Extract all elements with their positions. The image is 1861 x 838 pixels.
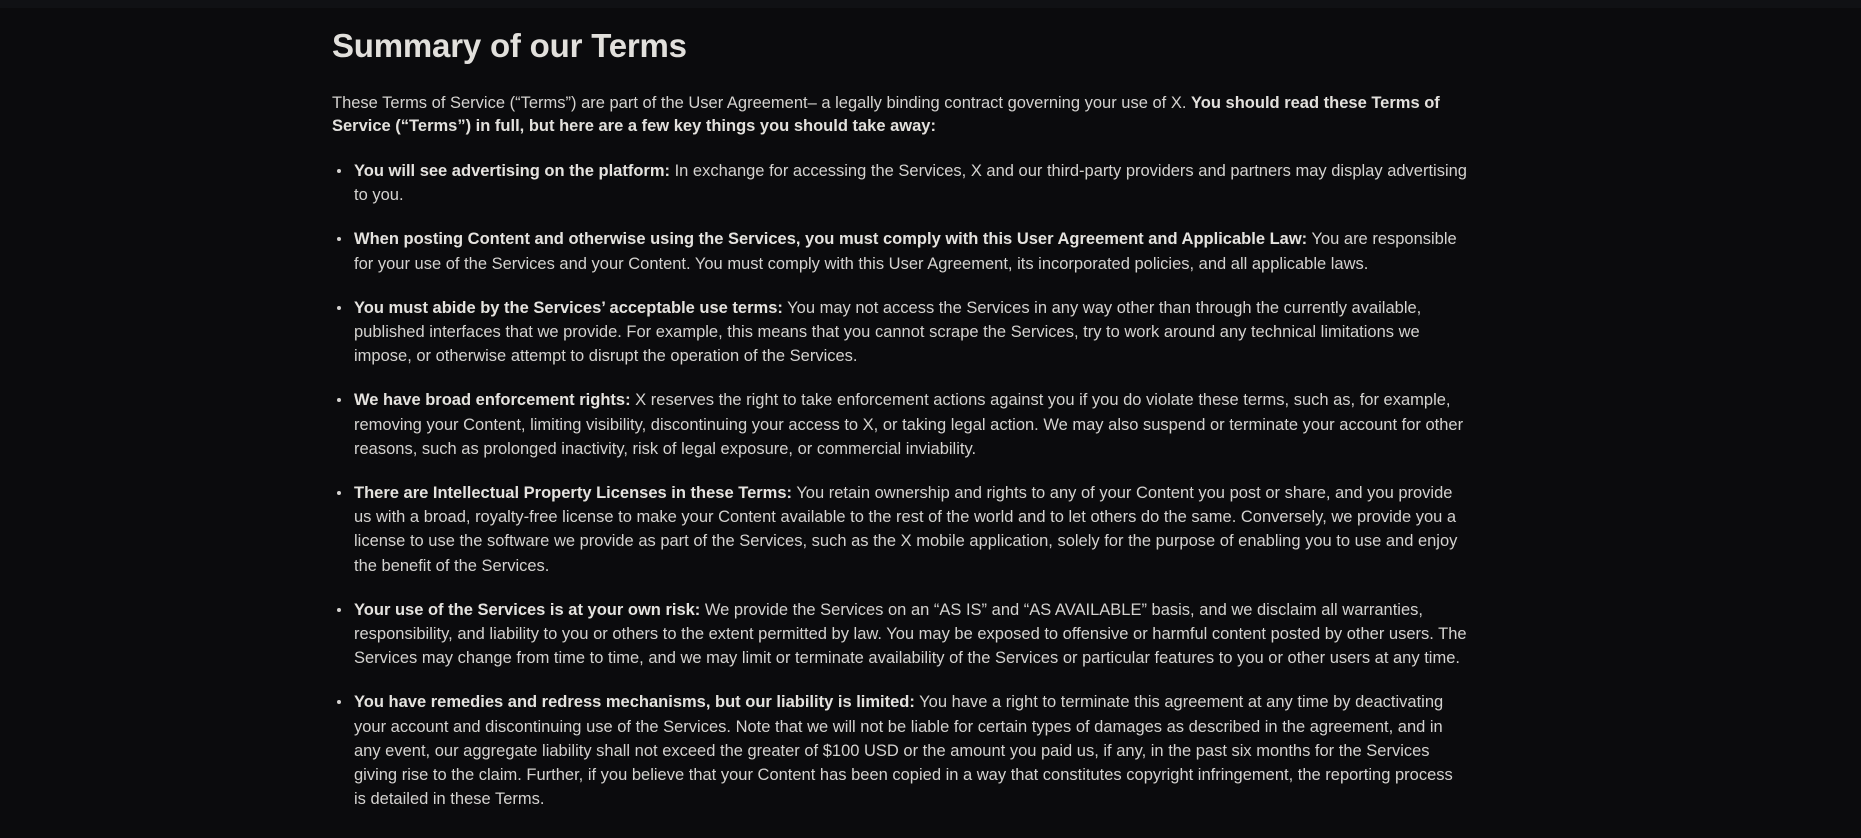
list-item-lead: You have remedies and redress mechanisms, but our liability is limited:	[354, 693, 915, 712]
list-item-lead: When posting Content and otherwise using the Services, you must comply with this User Agreement and Applicable Law:	[354, 230, 1308, 249]
list-item	[332, 227, 1469, 275]
intro-paragraph	[332, 66, 1469, 139]
list-item-lead: You must abide by the Services’ acceptable use terms:	[354, 298, 783, 317]
list-item	[332, 296, 1469, 369]
list-item-lead: There are Intellectual Property Licenses in these Terms:	[354, 484, 793, 503]
list-item-body: X reserves the right to take enforcement actions against you if you do violate these terms, such as, for example, removing your Content, limiting visibility, discontinuing your access to X, or taking legal action. We may also suspend or terminate your account for other reasons, such as prolonged inactivity, risk of legal exposure, or commercial inviability.	[354, 391, 1464, 458]
list-item	[332, 690, 1469, 811]
page-title: Summary of our Terms	[332, 27, 687, 64]
list-item-body: In exchange for accessing the Services, X and our third-party providers and partners may display advertising to you.	[354, 162, 1467, 205]
list-item-lead: We have broad enforcement rights:	[354, 391, 631, 410]
list-item-body: We provide the Services on an “AS IS” and “AS AVAILABLE” basis, and we disclaim all warranties, responsibility, and liability to you or others to the extent permitted by law. You may be exposed to offensive or harmful content posted by other users. The Services may change from time to time, and we may limit or terminate availability of the Services or particular features to you or other users at any time.	[354, 600, 1467, 668]
intro-text-regular: These Terms of Service (“Terms”) are part of the User Agreement– a legally binding contract governing your use of X.	[332, 93, 1192, 112]
list-item	[332, 598, 1469, 671]
list-item	[332, 481, 1469, 578]
list-item	[332, 388, 1469, 461]
list-item-body: You have a right to terminate this agreement at any time by deactivating your account and discontinuing use of the Services. Note that we will not be liable for certain types of damages as described in the agreement, and in any event, our aggregate liability shall not exceed the greater of $100 USD or the amount you paid us, if any, in the past six months for the Services giving rise to the claim. Further, if you believe that your Content has been copied in a way that constitutes copyright infringement, the reporting process is detailed in these Terms.	[354, 693, 1453, 809]
list-item-body: You may not access the Services in any way other than through the currently available, published interfaces that we provide. For example, this means that you cannot scrape the Services, try to work around any technical limitations we impose, or otherwise attempt to disrupt the operation of the Services.	[354, 298, 1422, 366]
key-points-list	[332, 139, 1469, 811]
list-item	[332, 159, 1469, 207]
list-item-body: You are responsible for your use of the Services and your Content. You must comply with this User Agreement, its incorporated policies, and all applicable laws.	[354, 230, 1457, 273]
intro-text-bold: You should read these Terms of Service (“Terms”) in full, but here are a few key things you should take away:	[332, 93, 1440, 136]
list-item-lead: Your use of the Services is at your own risk:	[354, 600, 701, 619]
list-item-lead: You will see advertising on the platform:	[354, 162, 670, 180]
list-item-body: You retain ownership and rights to any of your Content you post or share, and you provide us with a broad, royalty-free license to make your Content available to the rest of the world and to let others do the same. Conversely, we provide you a license to use the software we provide as part of the Services, such as the X mobile application, solely for the purpose of enabling you to use and enjoy the benefit of the Services.	[354, 484, 1458, 575]
content-column	[332, 0, 1469, 831]
